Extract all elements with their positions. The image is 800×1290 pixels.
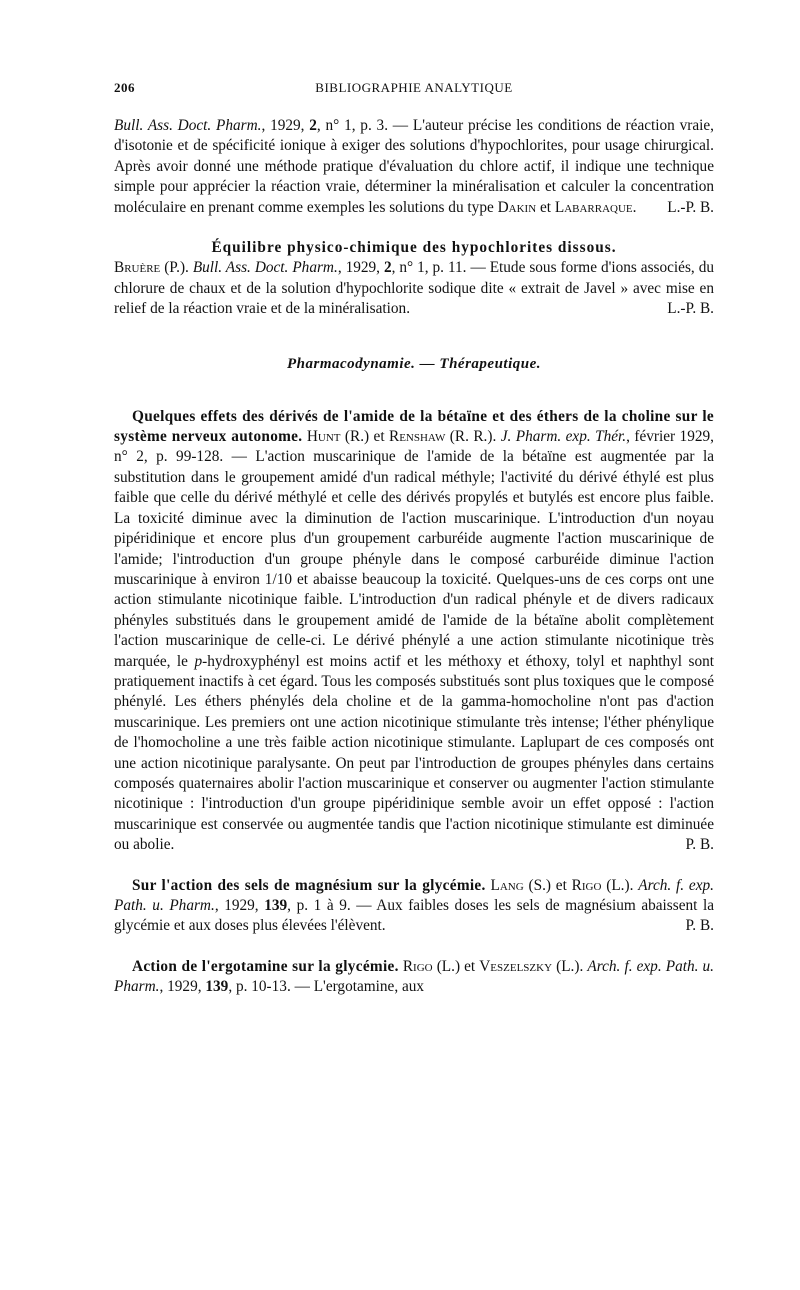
entry-5-text [114, 957, 714, 998]
journal-name: J. Pharm. exp. Thér. [500, 428, 627, 446]
author-initial: (L.) et [432, 957, 480, 975]
citation-year: , 1929, [214, 897, 265, 914]
abstract-entry-2 [114, 238, 714, 320]
abstract-entry-5 [114, 957, 714, 998]
signature: L.-P. B. [667, 198, 714, 216]
entry-title: Action de l'ergotamine sur la glycémie. [132, 957, 399, 975]
author-name: Rigo [402, 957, 433, 975]
author-initial: (P.). [160, 259, 193, 277]
volume-number: 2 [383, 259, 392, 277]
entry-4-text [114, 876, 714, 937]
punctuation: . [632, 198, 637, 216]
author-initial: (R. R.). [445, 428, 501, 446]
signature: L.-P. B. [667, 300, 714, 318]
page [114, 80, 714, 1018]
citation-year: , 1929, [159, 978, 206, 996]
citation-year: , 1929, [337, 259, 384, 277]
signature: P. B. [685, 917, 714, 935]
abstract-body: , p. 10-13. — L'ergotamine, aux [228, 978, 425, 996]
running-title: BIBLIOGRAPHIE ANALYTIQUE [315, 80, 513, 95]
author-initial: (L.). [552, 957, 588, 975]
entry-title: Quelques effets des dérivés de l'amide de la bétaïne et des éthers de la choline sur le système nerveux autonome. [114, 407, 714, 446]
volume-number: 2 [309, 117, 317, 134]
journal-name: Bull. Ass. Doct. Pharm. [192, 259, 338, 277]
volume-number: 139 [205, 978, 229, 996]
abstract-body: , n° 1, p. 11. — Etude sous forme d'ions associés, du chlorure de chaux et de la solution d'hypochlorite sodique dite « extrait de Javel » avec mise en relief de la réaction vraie et de la minéralisation. [114, 259, 714, 318]
running-head [114, 80, 714, 102]
conjunction: et [536, 198, 555, 216]
author-initial: (L.). [601, 876, 639, 894]
author-name: Lang [490, 876, 524, 894]
entry-2-text [114, 238, 714, 320]
abstract-entry-1 [114, 116, 714, 218]
author-initial: (R.) et [340, 428, 389, 446]
author-reference: Labarraque [554, 198, 633, 216]
abstract-body-continued: -hydroxyphényl est moins actif et les méthoxy et éthoxy, tolyl et naphthyl sont pratiquement inactifs à cet égard. Tous les composés substitués sont plus toxiques que le composé phénylé. Les éthers phénylés dela choline et de la gamma-homocholine n'ont pas d'action muscarinique. Les premiers ont une action nicotinique stimulante très intense; l'éther phénylique de l'homocholine a une très faible action nicotinique stimulante. Laplupart de ces composés ont une action nicotinique paralysante. On peut par l'introduction de groupes phényles dans certains composés quaternaires abolir l'action muscarinique et conserver ou augmenter l'action stimulante nicotinique : l'introduction d'un groupe pipéridinique semble avoir un effet opposé : l'action muscarinique est conservée ou augmentée tandis que l'action nicotinique stimulante est diminuée ou abolie. [114, 652, 714, 854]
abstract-entry-4 [114, 876, 714, 937]
entry-3-text [114, 407, 714, 856]
journal-name: Arch. f. exp. Path. u. Pharm. [114, 876, 714, 914]
author-name: Bruère [114, 259, 161, 277]
section-heading: Pharmacodynamie. — Thérapeutique. [287, 355, 541, 372]
author-initial: (S.) et [523, 876, 572, 894]
citation-year: , 1929, [261, 117, 310, 134]
entry-1-text [114, 116, 714, 218]
author-name: Rigo [571, 876, 602, 894]
author-name: Hunt [306, 428, 341, 446]
volume-number: 139 [264, 897, 288, 914]
page-number: 206 [114, 80, 135, 95]
para-prefix: p [194, 652, 203, 670]
signature: P. B. [685, 836, 714, 854]
journal-name: Bull. Ass. Doct. Pharm. [114, 117, 262, 134]
author-name: Veszelszky [479, 957, 553, 975]
abstract-body: , p. 1 à 9. — Aux faibles doses les sels de magnésium abaissent la glycémie et aux doses plus élevées l'élèvent. [114, 897, 715, 935]
author-reference: Dakin [497, 198, 537, 216]
abstract-entry-3 [114, 407, 714, 856]
journal-name: Arch. f. exp. Path. u. Pharm. [114, 957, 714, 996]
entry-title: Équilibre physico-chimique des hypochlorites dissous. [211, 239, 617, 257]
entry-title: Sur l'action des sels de magnésium sur la glycémie. [132, 876, 486, 894]
abstract-body: , n° 1, p. 3. — L'auteur précise les conditions de réaction vraie, d'isotonie et de spécificité ionique à exiger des solutions d'hypochlorites, pour usage chirurgical. Après avoir donné une méthode pratique d'évaluation du chlore actif, il indique une technique simple pour apprécier la réaction vraie, déterminer la minéralisation et calculer la concentration moléculaire en prenant comme exemples les solutions du type [114, 117, 714, 216]
author-name: Renshaw [389, 428, 446, 446]
abstract-body: , février 1929, n° 2, p. 99-128. — L'action muscarinique de l'amide de la bétaïne est augmentée par la substitution dans le groupement amidé d'un radical méthyle; l'activité du dérivé éthylé est plus faible que celle du dérivé méthylé et celle des dérivés propylés et butylés est encore plus faible. La toxicité diminue avec la diminution de l'action muscarinique. L'introduction d'un noyau pipéridinique et encore plus d'un groupement carburéide augmente l'action muscarinique de l'amide; l'introduction d'un groupe phényle dans le composé carburéide diminue l'action muscarinique à environ 1/10 et abaisse beaucoup la toxicité. Quelques-uns de ces corps ont une action stimulante nicotinique faible. L'introduction d'un radical phényle et de divers radicaux phényles substitués dans le groupement amidé de l'amide de la bétaïne abolit complètement l'action muscarinique de celle-ci. Le dérivé phénylé a une action stimulante nicotinique très marquée, le [114, 428, 714, 670]
